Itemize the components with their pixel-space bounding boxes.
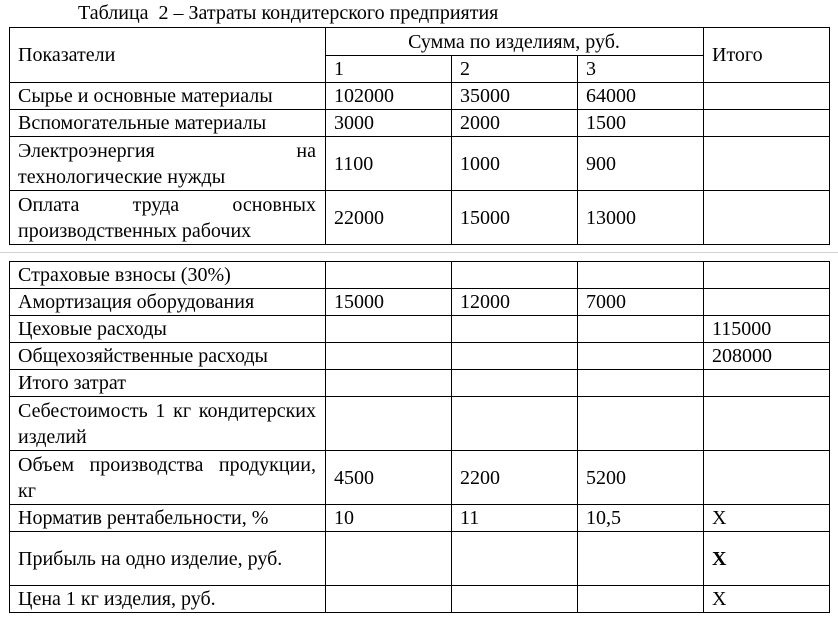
cell-product-2: 12000	[452, 289, 578, 316]
cell-product-2	[452, 586, 578, 613]
cell-product-1: 1100	[326, 137, 452, 191]
cell-product-3	[578, 370, 704, 397]
cell-product-2	[452, 343, 578, 370]
cell-product-2	[452, 532, 578, 586]
page-break-line	[0, 252, 838, 253]
cell-product-2: 2000	[452, 110, 578, 137]
cell-total	[704, 397, 830, 451]
cell-product-3	[578, 586, 704, 613]
header-sum-by-products: Сумма по изделиям, руб.	[326, 28, 704, 56]
cell-total	[704, 137, 830, 191]
header-total: Итого	[704, 28, 830, 83]
cell-product-3: 5200	[578, 451, 704, 505]
header-indicators: Показатели	[10, 28, 326, 83]
cell-product-1: 15000	[326, 289, 452, 316]
row-label: Объем производства продукции, кг	[10, 451, 326, 505]
cell-product-2	[452, 316, 578, 343]
cell-product-1: 3000	[326, 110, 452, 137]
cell-product-3: 7000	[578, 289, 704, 316]
cell-product-1	[326, 586, 452, 613]
row-label: Цеховые расходы	[10, 316, 326, 343]
cell-product-3: 64000	[578, 83, 704, 110]
table-row	[10, 110, 830, 137]
cell-product-2	[452, 370, 578, 397]
cell-total: X	[704, 532, 830, 586]
row-label: Страховые взносы (30%)	[10, 262, 326, 289]
table-row	[10, 191, 830, 245]
cell-product-3: 1500	[578, 110, 704, 137]
row-label: Сырье и основные материалы	[10, 83, 326, 110]
cell-total	[704, 110, 830, 137]
table-row	[10, 532, 830, 586]
table-row	[10, 137, 830, 191]
cell-product-2: 15000	[452, 191, 578, 245]
cell-product-3	[578, 397, 704, 451]
header-product-2: 2	[452, 56, 578, 83]
table-row	[10, 451, 830, 505]
cell-total: X	[704, 505, 830, 532]
cell-product-3: 10,5	[578, 505, 704, 532]
cell-product-2: 2200	[452, 451, 578, 505]
cell-total: 208000	[704, 343, 830, 370]
costs-table-part-2	[9, 261, 830, 613]
table-row	[10, 262, 830, 289]
cell-product-3	[578, 316, 704, 343]
table-row	[10, 505, 830, 532]
costs-table-part-1	[9, 27, 830, 245]
cell-total	[704, 191, 830, 245]
table-row	[10, 83, 830, 110]
cell-product-3	[578, 343, 704, 370]
row-label: Норматив рентабельности, %	[10, 505, 326, 532]
cell-product-1	[326, 343, 452, 370]
row-label: Итого затрат	[10, 370, 326, 397]
table-row	[10, 316, 830, 343]
row-label: Оплата труда основных производственных рабочих	[10, 191, 326, 245]
cell-total	[704, 451, 830, 505]
cell-product-1	[326, 370, 452, 397]
table-row	[10, 397, 830, 451]
row-label: Общехозяйственные расходы	[10, 343, 326, 370]
cell-product-1	[326, 316, 452, 343]
cell-product-1: 22000	[326, 191, 452, 245]
cell-product-2	[452, 262, 578, 289]
table-row	[10, 586, 830, 613]
cell-product-2	[452, 397, 578, 451]
cell-total	[704, 262, 830, 289]
cell-product-2: 1000	[452, 137, 578, 191]
table-row	[10, 343, 830, 370]
header-product-1: 1	[326, 56, 452, 83]
table-row	[10, 289, 830, 316]
cell-product-1: 10	[326, 505, 452, 532]
cell-total: 115000	[704, 316, 830, 343]
cell-product-1	[326, 532, 452, 586]
cell-product-3	[578, 262, 704, 289]
row-label: Себестоимость 1 кг кондитерских изделий	[10, 397, 326, 451]
cell-product-2: 11	[452, 505, 578, 532]
row-label: Электроэнергия на технологические нужды	[10, 137, 326, 191]
row-label: Прибыль на одно изделие, руб.	[10, 532, 326, 586]
cell-total	[704, 83, 830, 110]
header-product-3: 3	[578, 56, 704, 83]
cell-product-1: 4500	[326, 451, 452, 505]
cell-product-2: 35000	[452, 83, 578, 110]
table-row	[10, 370, 830, 397]
row-label: Вспомогательные материалы	[10, 110, 326, 137]
cell-product-3: 900	[578, 137, 704, 191]
cell-product-1	[326, 262, 452, 289]
table-caption: Таблица 2 – Затраты кондитерского предприятия	[78, 2, 499, 24]
cell-product-3: 13000	[578, 191, 704, 245]
cell-product-3	[578, 532, 704, 586]
row-label: Цена 1 кг изделия, руб.	[10, 586, 326, 613]
cell-total: X	[704, 586, 830, 613]
cell-total	[704, 289, 830, 316]
cell-product-1: 102000	[326, 83, 452, 110]
row-label: Амортизация оборудования	[10, 289, 326, 316]
cell-total	[704, 370, 830, 397]
cell-product-1	[326, 397, 452, 451]
